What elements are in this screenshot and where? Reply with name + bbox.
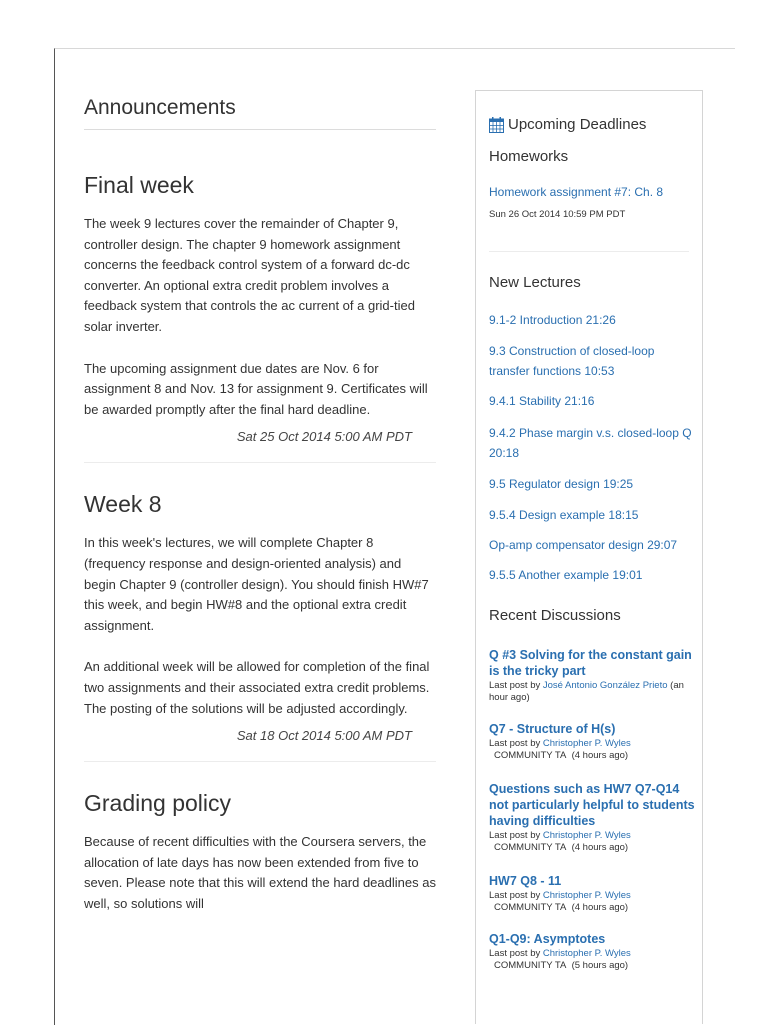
community-ta-badge (489, 750, 699, 762)
sidebar-divider (489, 251, 689, 252)
announcement-title: Final week (84, 172, 194, 198)
lecture-link[interactable]: 9.5.5 Another example 19:01 (489, 568, 643, 582)
community-ta-badge (489, 960, 699, 972)
community-ta-badge (489, 902, 699, 914)
discussion-title[interactable]: Q7 - Structure of H(s) (489, 722, 616, 736)
role-label: COMMUNITY TA (494, 750, 567, 761)
announcement-paragraph: Because of recent difficulties with the Coursera servers, the allocation of late days has now been extended from five to seven. Please note that this will extend the hard deadlines as well, so solutions will (84, 834, 436, 911)
announcement-title: Grading policy (84, 790, 232, 817)
discussion-time: (4 hours ago) (571, 750, 629, 761)
discussion-title[interactable]: Questions such as HW7 Q7-Q14 not particularly helpful to students having difficulties (489, 782, 695, 828)
announcements-column (84, 96, 436, 932)
discussion-author[interactable]: Christopher P. Wyles (542, 738, 631, 749)
lecture-link[interactable]: Op-amp compensator design 29:07 (489, 538, 678, 552)
discussion-meta (489, 830, 699, 854)
discussion-author[interactable]: José Antonio González Prieto (542, 680, 668, 691)
homework-due-date: Sun 26 Oct 2014 10:59 PM PDT (489, 209, 626, 220)
discussion-meta (489, 948, 699, 972)
discussion-meta (489, 890, 699, 914)
homework-link[interactable]: Homework assignment #7: Ch. 8 (489, 185, 664, 199)
discussion-item (489, 873, 699, 914)
calendar-icon (489, 117, 504, 133)
discussion-author[interactable]: Christopher P. Wyles (542, 830, 631, 841)
announcement-paragraph: The upcoming assignment due dates are Nov. 6 for assignment 8 and Nov. 13 for assignment 9. Certificates will be awarded promptly after the final hard deadline. (84, 360, 428, 417)
discussion-time: (4 hours ago) (571, 902, 629, 913)
announcements-heading: Announcements (84, 96, 436, 130)
sidebar-title (489, 116, 646, 133)
recent-discussions-heading: Recent Discussions (489, 607, 621, 624)
lecture-link[interactable]: 9.4.1 Stability 21:16 (489, 394, 595, 408)
lecture-link[interactable]: 9.3 Construction of closed-loop transfer functions 10:53 (489, 344, 655, 378)
announcement-grading-policy (84, 790, 436, 932)
discussion-time: (an hour ago) (489, 680, 684, 703)
discussion-item (489, 781, 699, 854)
announcement-paragraph: An additional week will be allowed for completion of the final two assignments and their associated extra credit problems. The posting of the solutions will be adjusted accordingly. (84, 659, 430, 716)
last-post-label: Last post by (489, 890, 541, 901)
last-post-label: Last post by (489, 738, 541, 749)
last-post-label: Last post by (489, 948, 541, 959)
role-label: COMMUNITY TA (494, 842, 567, 853)
discussion-item (489, 721, 699, 762)
discussion-time: (5 hours ago) (571, 960, 629, 971)
announcement-title: Week 8 (84, 491, 162, 518)
lecture-link[interactable]: 9.4.2 Phase margin v.s. closed-loop Q 20:18 (489, 426, 692, 460)
discussion-title[interactable]: Q1-Q9: Asymptotes (489, 932, 606, 946)
discussion-author[interactable]: Christopher P. Wyles (542, 948, 631, 959)
discussion-author[interactable]: Christopher P. Wyles (542, 890, 631, 901)
homeworks-heading: Homeworks (489, 148, 569, 165)
discussion-meta (489, 680, 699, 704)
discussion-meta (489, 738, 699, 762)
last-post-label: Last post by (489, 680, 541, 691)
discussion-time: (4 hours ago) (571, 842, 629, 853)
new-lectures-heading: New Lectures (489, 274, 581, 291)
community-ta-badge (489, 842, 699, 854)
lecture-link[interactable]: 9.5 Regulator design 19:25 (489, 477, 634, 491)
lecture-link[interactable]: 9.1-2 Introduction 21:26 (489, 313, 616, 327)
discussion-item (489, 931, 699, 972)
announcement-week-8 (84, 491, 436, 762)
upcoming-deadlines-sidebar (475, 90, 703, 1024)
lecture-link[interactable]: 9.5.4 Design example 18:15 (489, 508, 639, 522)
sidebar-title-text: Upcoming Deadlines (508, 116, 647, 133)
announcement-final-week (84, 172, 436, 463)
announcement-date: Sat 18 Oct 2014 5:00 AM PDT (236, 728, 412, 744)
discussion-title[interactable]: HW7 Q8 - 11 (489, 874, 562, 888)
role-label: COMMUNITY TA (494, 960, 567, 971)
discussion-title[interactable]: Q #3 Solving for the constant gain is the tricky part (489, 648, 692, 678)
announcement-paragraph: The week 9 lectures cover the remainder of Chapter 9, controller design. The chapter 9 homework assignment concerns the feedback control system of a forward dc-dc converter. An optional extra credit problem involves a feedback system that controls the ac current of a grid-tied solar inverter. (84, 216, 415, 334)
last-post-label: Last post by (489, 830, 541, 841)
announcement-date: Sat 25 Oct 2014 5:00 AM PDT (236, 429, 412, 445)
announcement-paragraph: In this week's lectures, we will complete Chapter 8 (frequency response and design-oriented analysis) and begin Chapter 9 (controller design). You should finish HW#7 this week, and begin HW#8 and the optional extra credit assignment. (84, 535, 429, 633)
role-label: COMMUNITY TA (494, 902, 567, 913)
discussion-item (489, 647, 699, 704)
